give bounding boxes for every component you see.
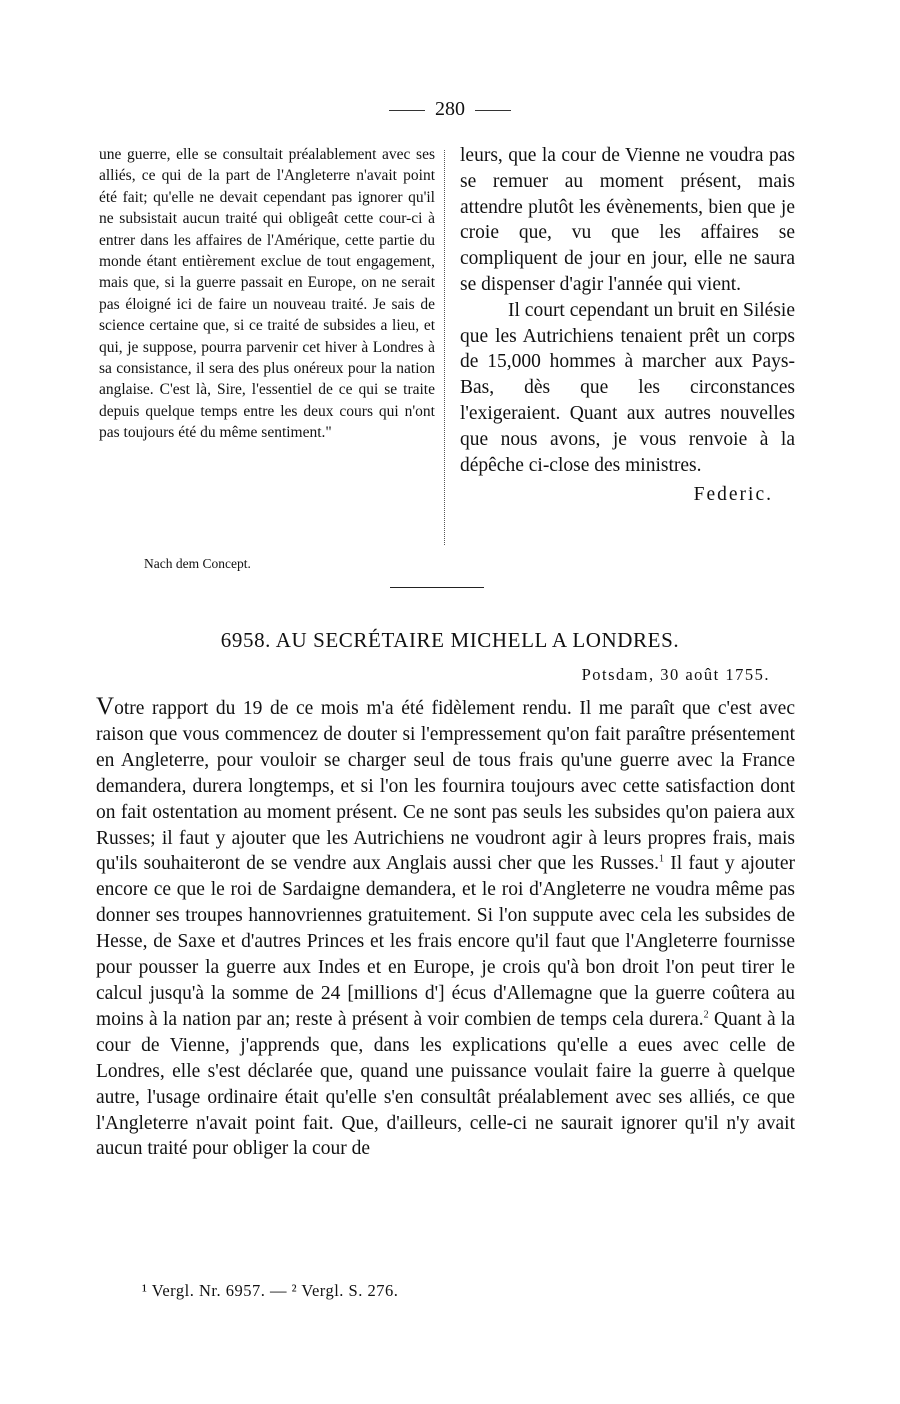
page-number-text: 280 (435, 98, 465, 120)
section-rule (390, 587, 484, 588)
concept-note: Nach dem Concept. (144, 556, 251, 571)
letter-heading: 6958. AU SECRÉTAIRE MICHELL A LONDRES. (220, 628, 680, 652)
drop-cap: V (96, 693, 115, 720)
footnote-mark-2: 2 (703, 1009, 709, 1021)
letter-body-part-2: Il faut y ajouter encore ce que le roi de Sardaigne demandera, et le roi d'Angleterre ne voudra même pas donner ses troupes hannovriennes gratuitement. Si l'on suppute avec cela les subsides de Hesse, de Saxe et d'autres Princes et les frais encore qu'il faut que l'Angleterre fournisse pour pousser la guerre aux Indes et en Europe, je crois qu'à bon droit l'on peut tirer le calcul jusqu'à la somme de 24 [millions d'] écus d'Allemagne que la guerre coûtera au moins à la nation par an; reste à présent à voir combien de temps cela durera. (96, 853, 795, 1030)
letter-body (96, 694, 795, 1162)
letter-body-part-3: Quant à la cour de Vienne, j'apprends que, dans les explications qu'elle a eues avec celle de Londres, elle s'est déclarée que, quand une puissance voulait faire la guerre à quelque autre, l'usage ordinaire était qu'elle s'en consultât préalablement avec ses alliés, ce que l'Angleterre n'avait point fait. Que, d'ailleurs, celle-ci ne saurait ignorer qu'il n'y avait aucun traité pour obliger la cour de (96, 1008, 795, 1160)
right-column-paragraph-2: Il court cependant un bruit en Silésie que les Autrichiens tenaient prêt un corps de 15,000 hommes à marcher aux Pays-Bas, dès que les circonstances l'exigeraient. Quant aux autres nouvelles que nous avons, je vous renvoie à la dépêche ci-close des ministres. (460, 299, 795, 476)
signature: Federic. (693, 484, 773, 506)
page-number-dash-left (389, 110, 425, 111)
footnotes: ¹ Vergl. Nr. 6957. — ² Vergl. S. 276. (142, 1281, 399, 1300)
footnote-mark-1: 1 (659, 853, 665, 865)
page-number-dash-right (475, 110, 511, 111)
left-column-text: une guerre, elle se consultait préalablement avec ses alliés, ce qui de la part de l'Angleterre n'avait point été fait; qu'elle ne devait cependant pas ignorer qu'il ne subsistait aucun traité qui obligeât cette cour-ci à entrer dans les affaires de l'Amérique, cette partie du monde étant entièrement exclue de tout engagement, mais que, si la guerre passait en Europe, on ne serait pas éloigné ici de faire un nouveau traité. Je sais de science certaine que, si ce traité de subsides a lieu, et qui, je suppose, pourra parvenir cet hiver à Londres à sa consistance, il sera des plus onéreux pour la nation anglaise. C'est là, Sire, l'essentiel de ce qui se traite depuis quelque temps entre les deux cours qui n'ont pas toujours été du même sentiment." (99, 146, 435, 442)
page-number (0, 98, 900, 121)
column-divider (444, 150, 445, 545)
right-column (460, 143, 795, 508)
letter-body-part-1: otre rapport du 19 de ce mois m'a été fidèlement rendu. Il me paraît que c'est avec raison que vous commencez de douter si l'empressement qu'on fait paraître présentement en Angleterre, pour vouloir se charger seul de tous frais qu'une guerre avec la France demandera, durera longtemps, et si l'on les fournira toujours avec cette satisfaction dont on fait ostentation au moment présent. Ce ne sont pas seuls les subsides qu'on paiera aux Russes; il faut y ajouter que les Autrichiens ne voudront agir à leurs propres frais, mais qu'ils souhaiteront de se vendre aux Anglais aussi cher que les Russes. (96, 698, 795, 875)
place-date: Potsdam, 30 août 1755. (581, 665, 770, 684)
right-column-paragraph-1: leurs, que la cour de Vienne ne voudra pas se remuer au moment présent, mais attendre plutôt les évènements, bien que je croie que, vu que les affaires se compliquent de jour en jour, elle ne saura se dispenser d'agir l'année qui vient. (460, 145, 795, 295)
